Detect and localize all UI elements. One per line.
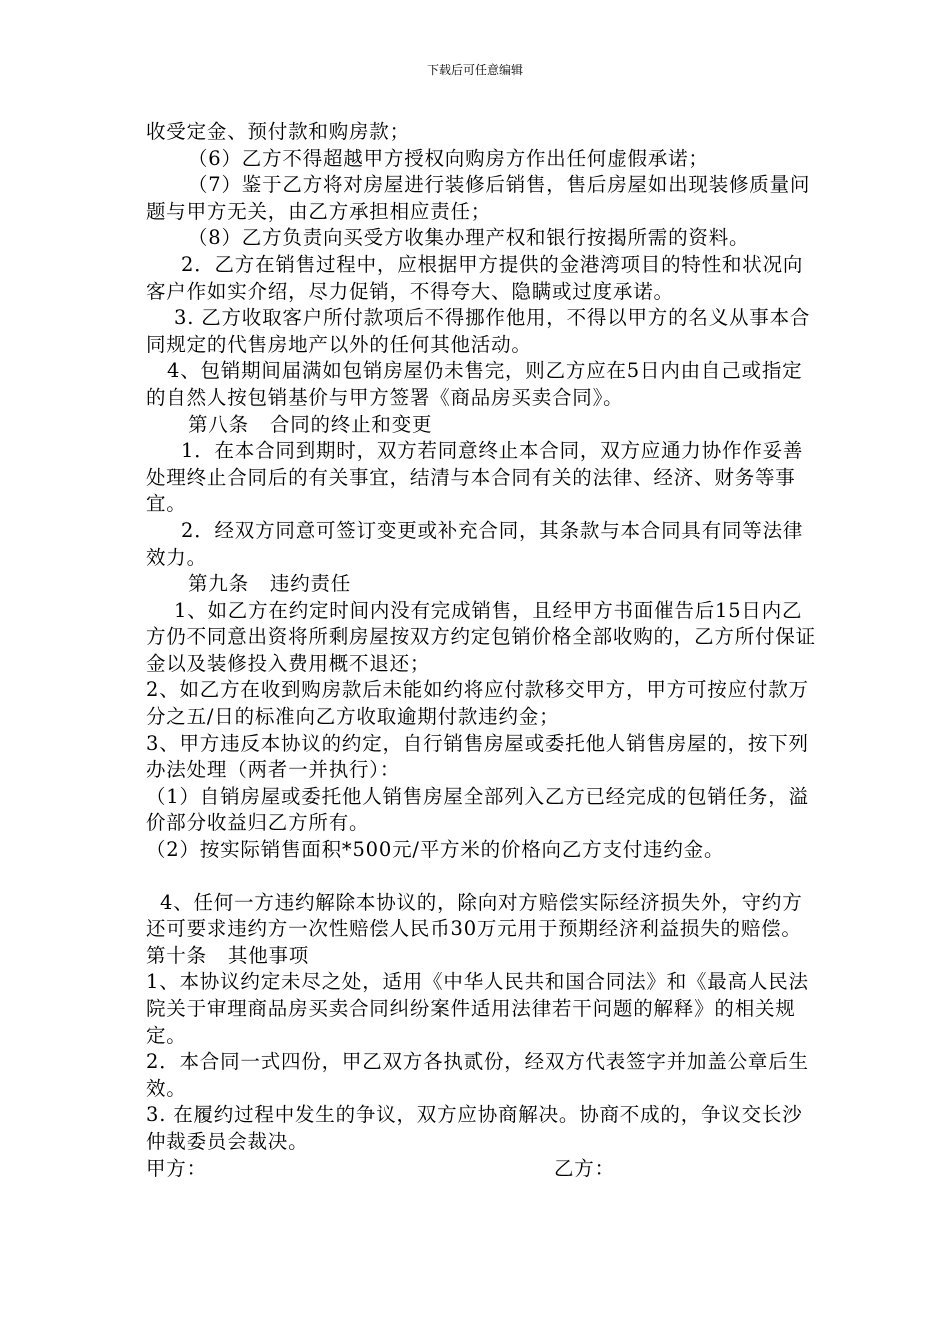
item-4-unsold-units: 4、包销期间届满如包销房屋仍未售完，则乙方应在5日内由自己或指定的自然人按包销基价与甲方签署《商品房买卖合同》。 <box>146 359 803 409</box>
article-9-item-3-sub-1: （1）自销房屋或委托他人销售房屋全部列入乙方已经完成的包销任务，溢价部分收益归乙方所有。 <box>146 784 809 835</box>
page-header: 下载后可任意编辑 <box>426 63 523 77</box>
clause-8: （8）乙方负责向买受方收集办理产权和银行按揭所需的资料。 <box>146 226 750 250</box>
clause-7: （7）鉴于乙方将对房屋进行装修后销售，售后房屋如出现装修质量问题与甲方无关，由乙方承担相应责任； <box>146 173 811 223</box>
article-9-item-2: 2、如乙方在收到购房款后未能如约将应付款移交甲方，甲方可按应付款万分之五/日的标准向乙方收取逾期付款违约金； <box>146 678 809 729</box>
contract-body <box>146 119 816 1183</box>
party-a-signature-label: 甲方： <box>146 1156 207 1180</box>
article-10-item-2: 2．本合同一式四份，甲乙双方各执贰份，经双方代表签字并加盖公章后生效。 <box>146 1050 809 1100</box>
article-9-heading: 第九条 违约责任 <box>146 572 352 596</box>
article-9-item-1: 1、如乙方在约定时间内没有完成销售，且经甲方书面催告后15日内乙方仍不同意出资将所剩房屋按双方约定包销价格全部收购的，乙方所付保证金以及装修投入费用概不退还； <box>146 598 816 675</box>
article-10-heading: 第十条 其他事项 <box>146 943 310 967</box>
signature-row <box>146 1156 816 1183</box>
article-9-item-3-sub-2: （2）按实际销售面积*500元/平方米的价格向乙方支付违约金。 <box>146 838 725 862</box>
party-b-signature-label: 乙方： <box>554 1156 615 1180</box>
article-10-item-1: 1、本协议约定未尽之处，适用《中华人民共和国合同法》和《最高人民法院关于审理商品房买卖合同纠纷案件适用法律若干问题的解释》的相关规定。 <box>146 970 809 1047</box>
clause-6: （6）乙方不得超越甲方授权向购房方作出任何虚假承诺； <box>146 146 709 170</box>
item-3-payments: 3. 乙方收取客户所付款项后不得挪作他用，不得以甲方的名义从事本合同规定的代售房地产以外的任何其他活动。 <box>146 306 811 356</box>
blank-line <box>146 864 816 890</box>
item-2-sales-process: 2．乙方在销售过程中，应根据甲方提供的金港湾项目的特性和状况向客户作如实介绍，尽力促销，不得夸大、隐瞒或过度承诺。 <box>146 252 804 303</box>
article-10-item-3: 3. 在履约过程中发生的争议，双方应协商解决。协商不成的，争议交长沙仲裁委员会裁决。 <box>146 1103 803 1153</box>
article-9-item-4: 4、任何一方违约解除本协议的，除向对方赔偿实际经济损失外，守约方还可要求违约方一次性赔偿人民币30万元用于预期经济利益损失的赔偿。 <box>146 890 803 941</box>
paragraph-deposit: 收受定金、预付款和购房款； <box>146 120 410 143</box>
article-8-item-2: 2．经双方同意可签订变更或补充合同，其条款与本合同具有同等法律效力。 <box>146 518 804 569</box>
article-9-item-3: 3、甲方违反本协议的约定，自行销售房屋或委托他人销售房屋的，按下列办法处理（两者一并执行）： <box>146 731 809 782</box>
article-8-item-1: 1．在本合同到期时，双方若同意终止本合同，双方应通力协作作妥善处理终止合同后的有关事宜，结清与本合同有关的法律、经济、财务等事宜。 <box>146 439 804 516</box>
article-8-heading: 第八条 合同的终止和变更 <box>146 412 433 436</box>
